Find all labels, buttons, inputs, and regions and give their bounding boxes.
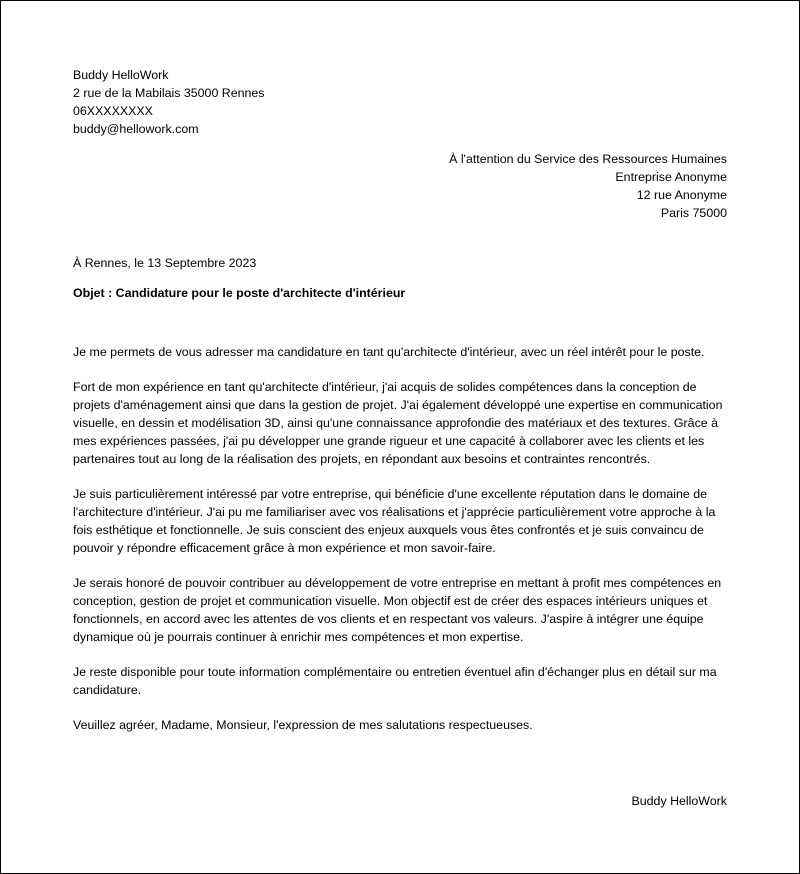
paragraph-intro: Je me permets de vous adresser ma candidature en tant qu'architecte d'intérieur, avec un réel intérêt pour le poste. (73, 345, 705, 359)
paragraph-company-interest: Je suis particulièrement intéressé par votre entreprise, qui bénéficie d'une excellente réputation dans le domaine de l'architecture d'intérieur. J'ai pu me familiariser avec vos réalisations et j'apprécie particulièrement votre approche à la fois esthétique et fonctionnelle. Je suis conscient des enjeux auxquels vous êtes confrontés et je suis convaincu de pouvoir y répondre efficacement grâce à mon expérience et mon savoir-faire. (73, 487, 716, 555)
sender-phone: 06XXXXXXXX (73, 104, 153, 118)
recipient-attention: À l'attention du Service des Ressources Humaines (449, 152, 727, 166)
recipient-city: Paris 75000 (660, 206, 727, 220)
signature: Buddy HelloWork (631, 794, 727, 808)
sender-address: 2 rue de la Mabilais 35000 Rennes (73, 86, 265, 100)
paragraph-closing: Veuillez agréer, Madame, Monsieur, l'expression de mes salutations respectueuses. (73, 718, 533, 732)
paragraph-experience: Fort de mon expérience en tant qu'architecte d'intérieur, j'ai acquis de solides compétences dans la conception de projets d'aménagement ainsi que dans la gestion de projet. J'ai également développé une expertise en communication visuelle, en dessin et modélisation 3D, ainsi qu'une connaissance approfondie des matériaux et des textures. Grâce à mes expériences passées, j'ai pu développer une grande rigueur et une capacité à collaborer avec les clients et les partenaires tout au long de la réalisation des projets, en répondant aux besoins et contraintes rencontrés. (73, 380, 723, 466)
sender-name: Buddy HelloWork (73, 68, 169, 82)
subject-line: Objet : Candidature pour le poste d'architecte d'intérieur (73, 286, 406, 300)
paragraph-contribution: Je serais honoré de pouvoir contribuer au développement de votre entreprise en mettant à profit mes compétences en conception, gestion de projet et communication visuelle. Mon objectif est de créer des espaces intérieurs uniques et fonctionnels, en accord avec les attentes de vos clients et en respectant vos valeurs. J'aspire à intégrer une équipe dynamique où je pourrais continuer à enrichir mes compétences et mon expertise. (73, 576, 722, 644)
paragraph-availability: Je reste disponible pour toute information complémentaire ou entretien éventuel afin d'échanger plus en détail sur ma candidature. (73, 665, 717, 697)
sender-email: buddy@hellowork.com (73, 122, 199, 136)
letter-body (73, 343, 729, 751)
sender-block (73, 66, 265, 138)
recipient-company: Entreprise Anonyme (615, 170, 727, 184)
date-line: À Rennes, le 13 Septembre 2023 (73, 256, 257, 270)
recipient-street: 12 rue Anonyme (636, 188, 727, 202)
recipient-block (449, 150, 727, 222)
